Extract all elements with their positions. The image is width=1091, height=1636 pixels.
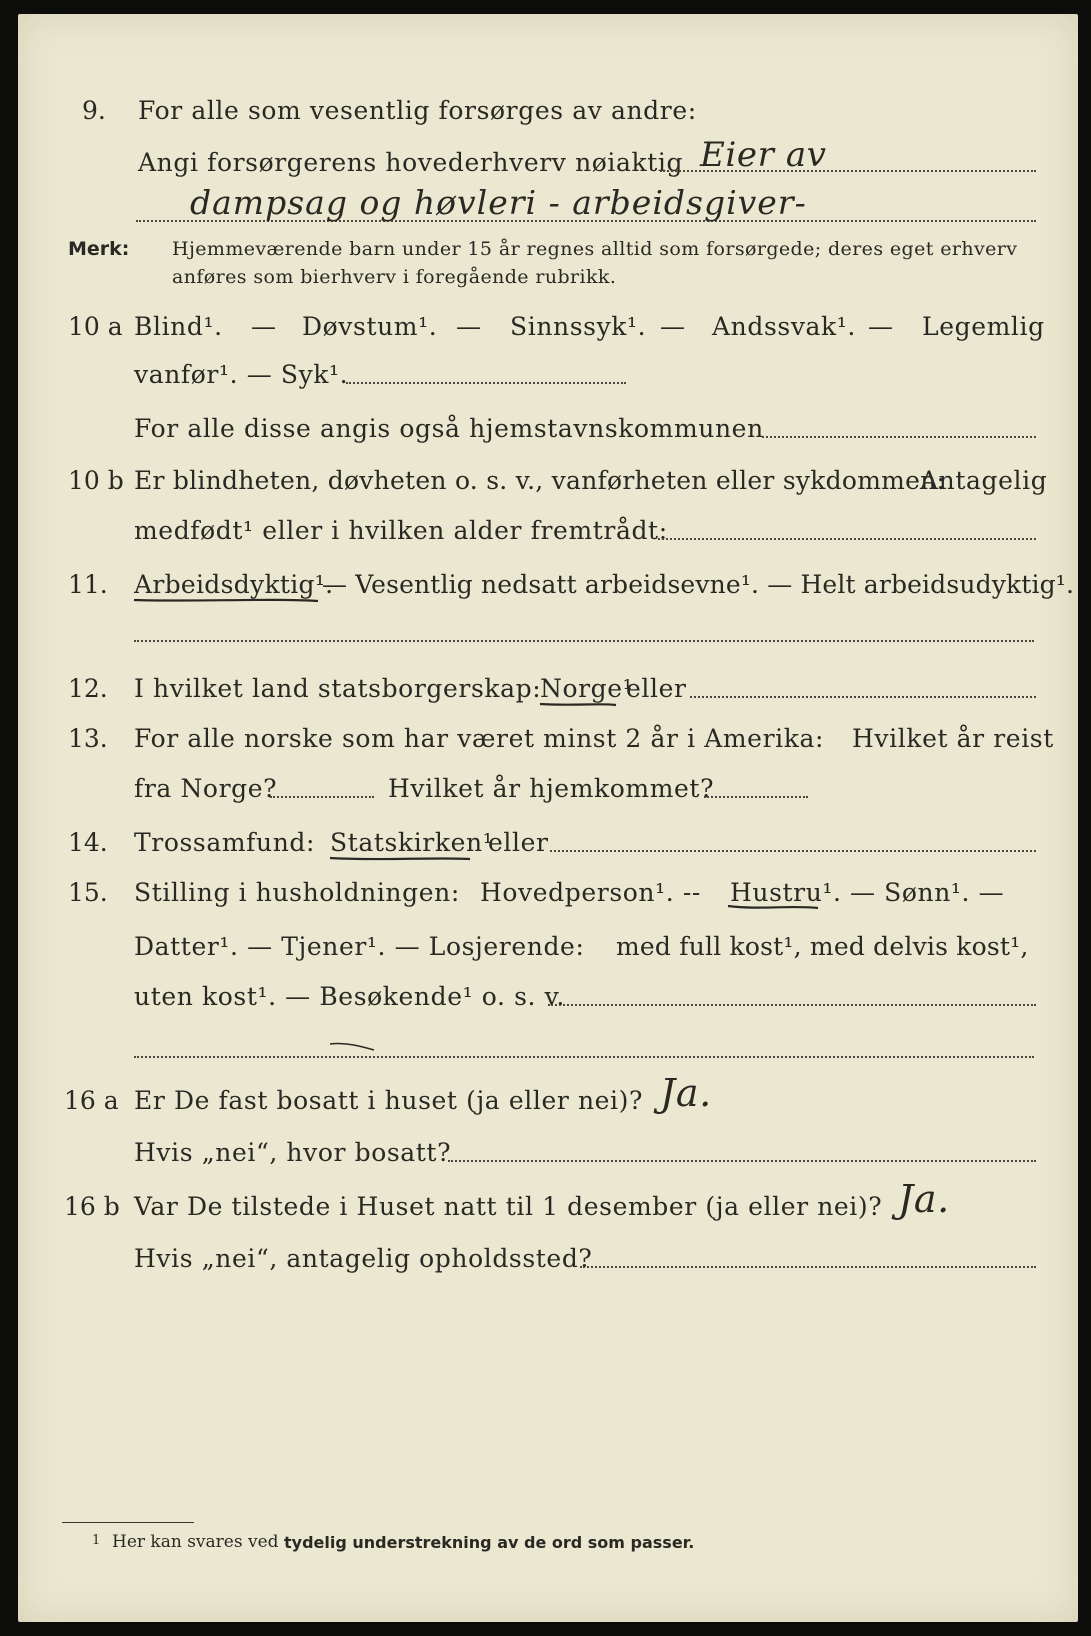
q9-line1: For alle som vesentlig forsørges av andre: bbox=[138, 96, 697, 125]
q12-suffix: eller bbox=[626, 674, 687, 703]
q12-number: 12. bbox=[68, 674, 108, 703]
q14-number: 14. bbox=[68, 828, 108, 857]
q10a-dash-2: — bbox=[456, 312, 482, 341]
stray-pen-mark bbox=[330, 1043, 374, 1050]
q13-line1: For alle norske som har været minst 2 år i Amerika: bbox=[134, 724, 824, 753]
q15-number: 15. bbox=[68, 878, 108, 907]
q14-text: Trossamfund: bbox=[134, 828, 316, 857]
q16a-line2: Hvis „nei“, hvor bosatt? bbox=[134, 1138, 452, 1167]
q10a-dash-3: — bbox=[660, 312, 686, 341]
q15-option-hustru: Hustru¹. bbox=[730, 878, 842, 907]
q13-line2-a: fra Norge? bbox=[134, 774, 278, 803]
q14-option-statskirken: Statskirken¹ bbox=[330, 828, 494, 857]
q10a-number: 10 a bbox=[68, 312, 123, 341]
q10a-line2: vanfør¹. — Syk¹. bbox=[134, 360, 349, 389]
q16b-line1: Var De tilstede i Huset natt til 1 desember (ja eller nei)? bbox=[134, 1192, 883, 1221]
q9-number: 9. bbox=[82, 96, 106, 125]
q15-line1-a: Stilling i husholdningen: bbox=[134, 878, 460, 907]
q15-line1-d: — Sønn¹. — bbox=[850, 878, 1005, 907]
footnote-text-a: Her kan svares ved bbox=[112, 1532, 279, 1552]
q10b-number: 10 b bbox=[68, 466, 124, 495]
q11-rest: — Vesentlig nedsatt arbeidsevne¹. — Helt arbeidsudyktig¹. bbox=[322, 570, 1075, 599]
q11-option-arbeidsdyktig: Arbeidsdyktig¹. bbox=[134, 570, 334, 599]
q10a-sinnssyk: Sinnssyk¹. bbox=[510, 312, 647, 341]
q13-line1-end: Hvilket år reist bbox=[852, 724, 1054, 753]
footnote-text-b: tydelig understrekning av de ord som passer. bbox=[284, 1533, 695, 1552]
q10a-line3: For alle disse angis også hjemstavnskommunen bbox=[134, 414, 764, 443]
q13-line2-b: Hvilket år hjemkommet? bbox=[388, 774, 715, 803]
q15-line2-a: Datter¹. — Tjener¹. — Losjerende: bbox=[134, 932, 585, 961]
q16b-line2: Hvis „nei“, antagelig opholdssted? bbox=[134, 1244, 593, 1273]
q10b-line1-end: Antagelig bbox=[920, 466, 1048, 495]
q10a-legemlig: Legemlig bbox=[922, 312, 1045, 341]
q10a-dovstum: Døvstum¹. bbox=[302, 312, 438, 341]
merk-line1: Hjemmeværende barn under 15 år regnes alltid som forsørgede; deres eget erhverv bbox=[172, 238, 1018, 260]
q16b-number: 16 b bbox=[64, 1192, 120, 1221]
q10a-dash-4: — bbox=[868, 312, 894, 341]
q12-option-norge: Norge¹ bbox=[540, 674, 634, 703]
q9-line2: Angi forsørgerens hovederhverv nøiaktig bbox=[138, 148, 684, 177]
underline-arbeidsdyktig bbox=[134, 600, 318, 601]
merk-label: Merk: bbox=[68, 238, 130, 260]
q12-text: I hvilket land statsborgerskap: bbox=[134, 674, 542, 703]
q10a-blind: Blind¹. bbox=[134, 312, 223, 341]
q9-handwritten-answer-2: dampsag og høvleri - arbeidsgiver- bbox=[190, 183, 807, 222]
q13-number: 13. bbox=[68, 724, 108, 753]
q11-number: 11. bbox=[68, 570, 108, 599]
q10b-line1: Er blindheten, døvheten o. s. v., vanførheten eller sykdommen: bbox=[134, 466, 946, 495]
q16a-handwritten-answer: Ja. bbox=[660, 1071, 712, 1115]
footnote-mark: 1 bbox=[92, 1533, 101, 1548]
q10b-line2: medfødt¹ eller i hvilken alder fremtrådt: bbox=[134, 516, 668, 545]
q16a-number: 16 a bbox=[64, 1086, 119, 1115]
q14-suffix: eller bbox=[488, 828, 549, 857]
underline-hustru bbox=[728, 906, 818, 908]
q16a-line1: Er De fast bosatt i huset (ja eller nei)? bbox=[134, 1086, 643, 1115]
q15-line2-b: med full kost¹, med delvis kost¹, bbox=[616, 932, 1029, 961]
q15-line1-b: Hovedperson¹. -- bbox=[480, 878, 701, 907]
q16b-handwritten-answer: Ja. bbox=[898, 1177, 950, 1221]
merk-line2: anføres som bierhverv i foregående rubrikk. bbox=[172, 266, 617, 288]
q10a-andssvak: Andssvak¹. bbox=[712, 312, 856, 341]
q10a-dash-1: — bbox=[251, 312, 277, 341]
q15-line3: uten kost¹. — Besøkende¹ o. s. v. bbox=[134, 982, 565, 1011]
q9-handwritten-answer-1: Eier av bbox=[700, 135, 827, 175]
underline-norge bbox=[540, 704, 616, 705]
underline-statskirken bbox=[330, 858, 470, 859]
